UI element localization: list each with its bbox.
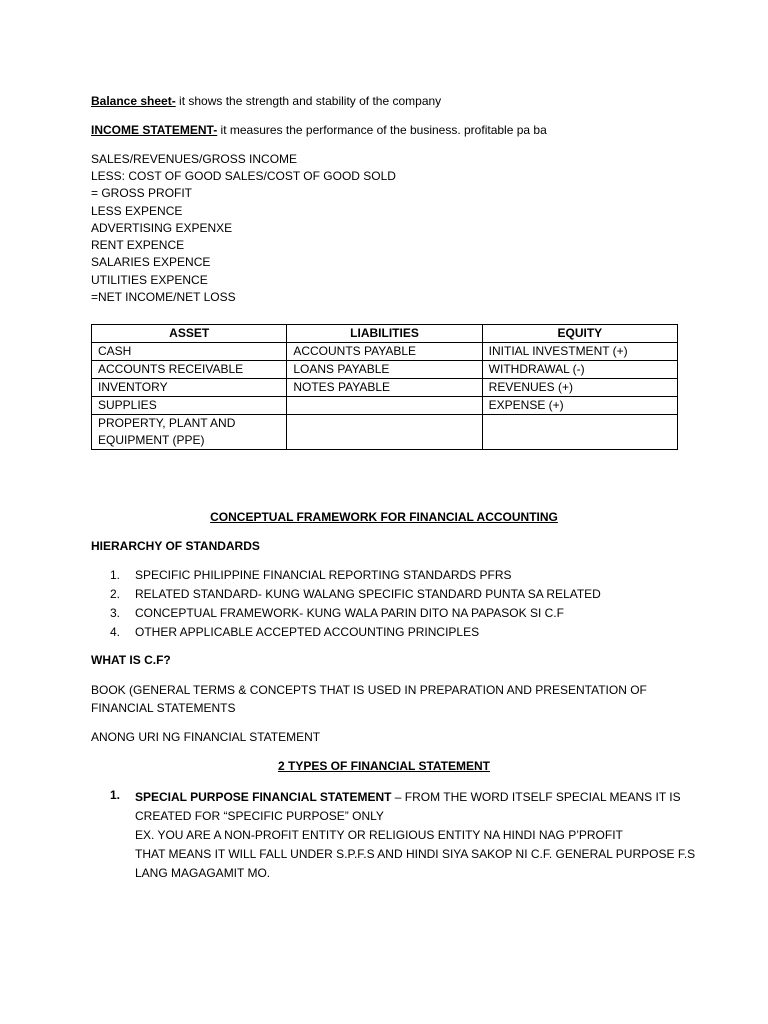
table-header: EQUITY (482, 325, 677, 343)
income-line: UTILITIES EXPENCE (91, 273, 208, 287)
table-cell: LOANS PAYABLE (287, 361, 482, 379)
table-row (92, 343, 678, 361)
list-text: SPECIFIC PHILIPPINE FINANCIAL REPORTING STANDARDS PFRS (135, 568, 512, 582)
table-cell: REVENUES (+) (482, 379, 677, 397)
table-cell: ACCOUNTS PAYABLE (287, 343, 482, 361)
list-number: 3. (110, 606, 121, 620)
list-text: RELATED STANDARD- KUNG WALANG SPECIFIC STANDARD PUNTA SA RELATED (135, 587, 601, 601)
types-title: 2 TYPES OF FINANCIAL STATEMENT (277, 759, 490, 773)
book-line-2: FINANCIAL STATEMENTS (91, 701, 236, 715)
income-line: SALES/REVENUES/GROSS INCOME (91, 152, 298, 166)
cf-title: CONCEPTUAL FRAMEWORK FOR FINANCIAL ACCOUNTING (210, 510, 558, 524)
income-line: =NET INCOME/NET LOSS (91, 290, 236, 304)
special-line-1-rest: – FROM THE WORD ITSELF SPECIAL MEANS IT IS (391, 790, 681, 804)
special-line-4: THAT MEANS IT WILL FALL UNDER S.P.F.S AND HINDI SIYA SAKOP NI C.F. GENERAL PURPOSE F.S (135, 847, 696, 861)
table-cell (482, 415, 677, 450)
table-cell: CASH (92, 343, 287, 361)
table-cell: WITHDRAWAL (-) (482, 361, 677, 379)
what-is-cf: WHAT IS C.F? (91, 653, 171, 667)
accounts-table (91, 324, 678, 450)
table-row (92, 361, 678, 379)
list-text: CONCEPTUAL FRAMEWORK- KUNG WALA PARIN DITO NA PAPASOK SI C.F (135, 606, 564, 620)
table-cell: PROPERTY, PLANT AND EQUIPMENT (PPE) (92, 415, 287, 450)
income-line: RENT EXPENCE (91, 238, 185, 252)
list-number: 1. (110, 568, 121, 582)
hierarchy-title: HIERARCHY OF STANDARDS (91, 539, 260, 553)
table-row (92, 397, 678, 415)
list-number: 4. (110, 625, 121, 639)
income-line: LESS EXPENCE (91, 204, 183, 218)
list-number: 1. (110, 788, 121, 802)
table-cell (287, 415, 482, 450)
table-cell (287, 397, 482, 415)
income-line: ADVERTISING EXPENXE (91, 221, 233, 235)
list-number: 2. (110, 587, 121, 601)
table-cell: SUPPLIES (92, 397, 287, 415)
table-cell: INVENTORY (92, 379, 287, 397)
table-cell: NOTES PAYABLE (287, 379, 482, 397)
special-purpose-body (135, 788, 695, 883)
table-cell: ACCOUNTS RECEIVABLE (92, 361, 287, 379)
table-header: ASSET (92, 325, 287, 343)
income-statement-text: it measures the performance of the business. profitable pa ba (217, 123, 547, 137)
table-header: LIABILITIES (287, 325, 482, 343)
income-line: = GROSS PROFIT (91, 186, 193, 200)
income-line: LESS: COST OF GOOD SALES/COST OF GOOD SOLD (91, 169, 396, 183)
book-line-1: BOOK (GENERAL TERMS & CONCEPTS THAT IS USED IN PREPARATION AND PRESENTATION OF (91, 683, 647, 697)
income-statement-line (91, 122, 547, 139)
balance-sheet-label: Balance sheet- (91, 94, 176, 108)
balance-sheet-text: it shows the strength and stability of the company (175, 94, 442, 108)
special-line-1 (135, 788, 695, 807)
anong-uri-line: ANONG URI NG FINANCIAL STATEMENT (91, 730, 321, 744)
special-line-2: CREATED FOR “SPECIFIC PURPOSE” ONLY (135, 809, 384, 823)
table-header-row (92, 325, 678, 343)
income-line: SALARIES EXPENCE (91, 255, 211, 269)
special-line-5: LANG MAGAGAMIT MO. (135, 866, 271, 880)
table-cell: INITIAL INVESTMENT (+) (482, 343, 677, 361)
special-purpose-label: SPECIAL PURPOSE FINANCIAL STATEMENT (135, 790, 392, 804)
balance-sheet-line (91, 93, 441, 110)
table-row (92, 379, 678, 397)
special-line-3: EX. YOU ARE A NON-PROFIT ENTITY OR RELIGIOUS ENTITY NA HINDI NAG P’PROFIT (135, 828, 623, 842)
table-row (92, 415, 678, 450)
income-statement-label: INCOME STATEMENT- (91, 123, 218, 137)
table-cell: EXPENSE (+) (482, 397, 677, 415)
list-text: OTHER APPLICABLE ACCEPTED ACCOUNTING PRINCIPLES (135, 625, 480, 639)
